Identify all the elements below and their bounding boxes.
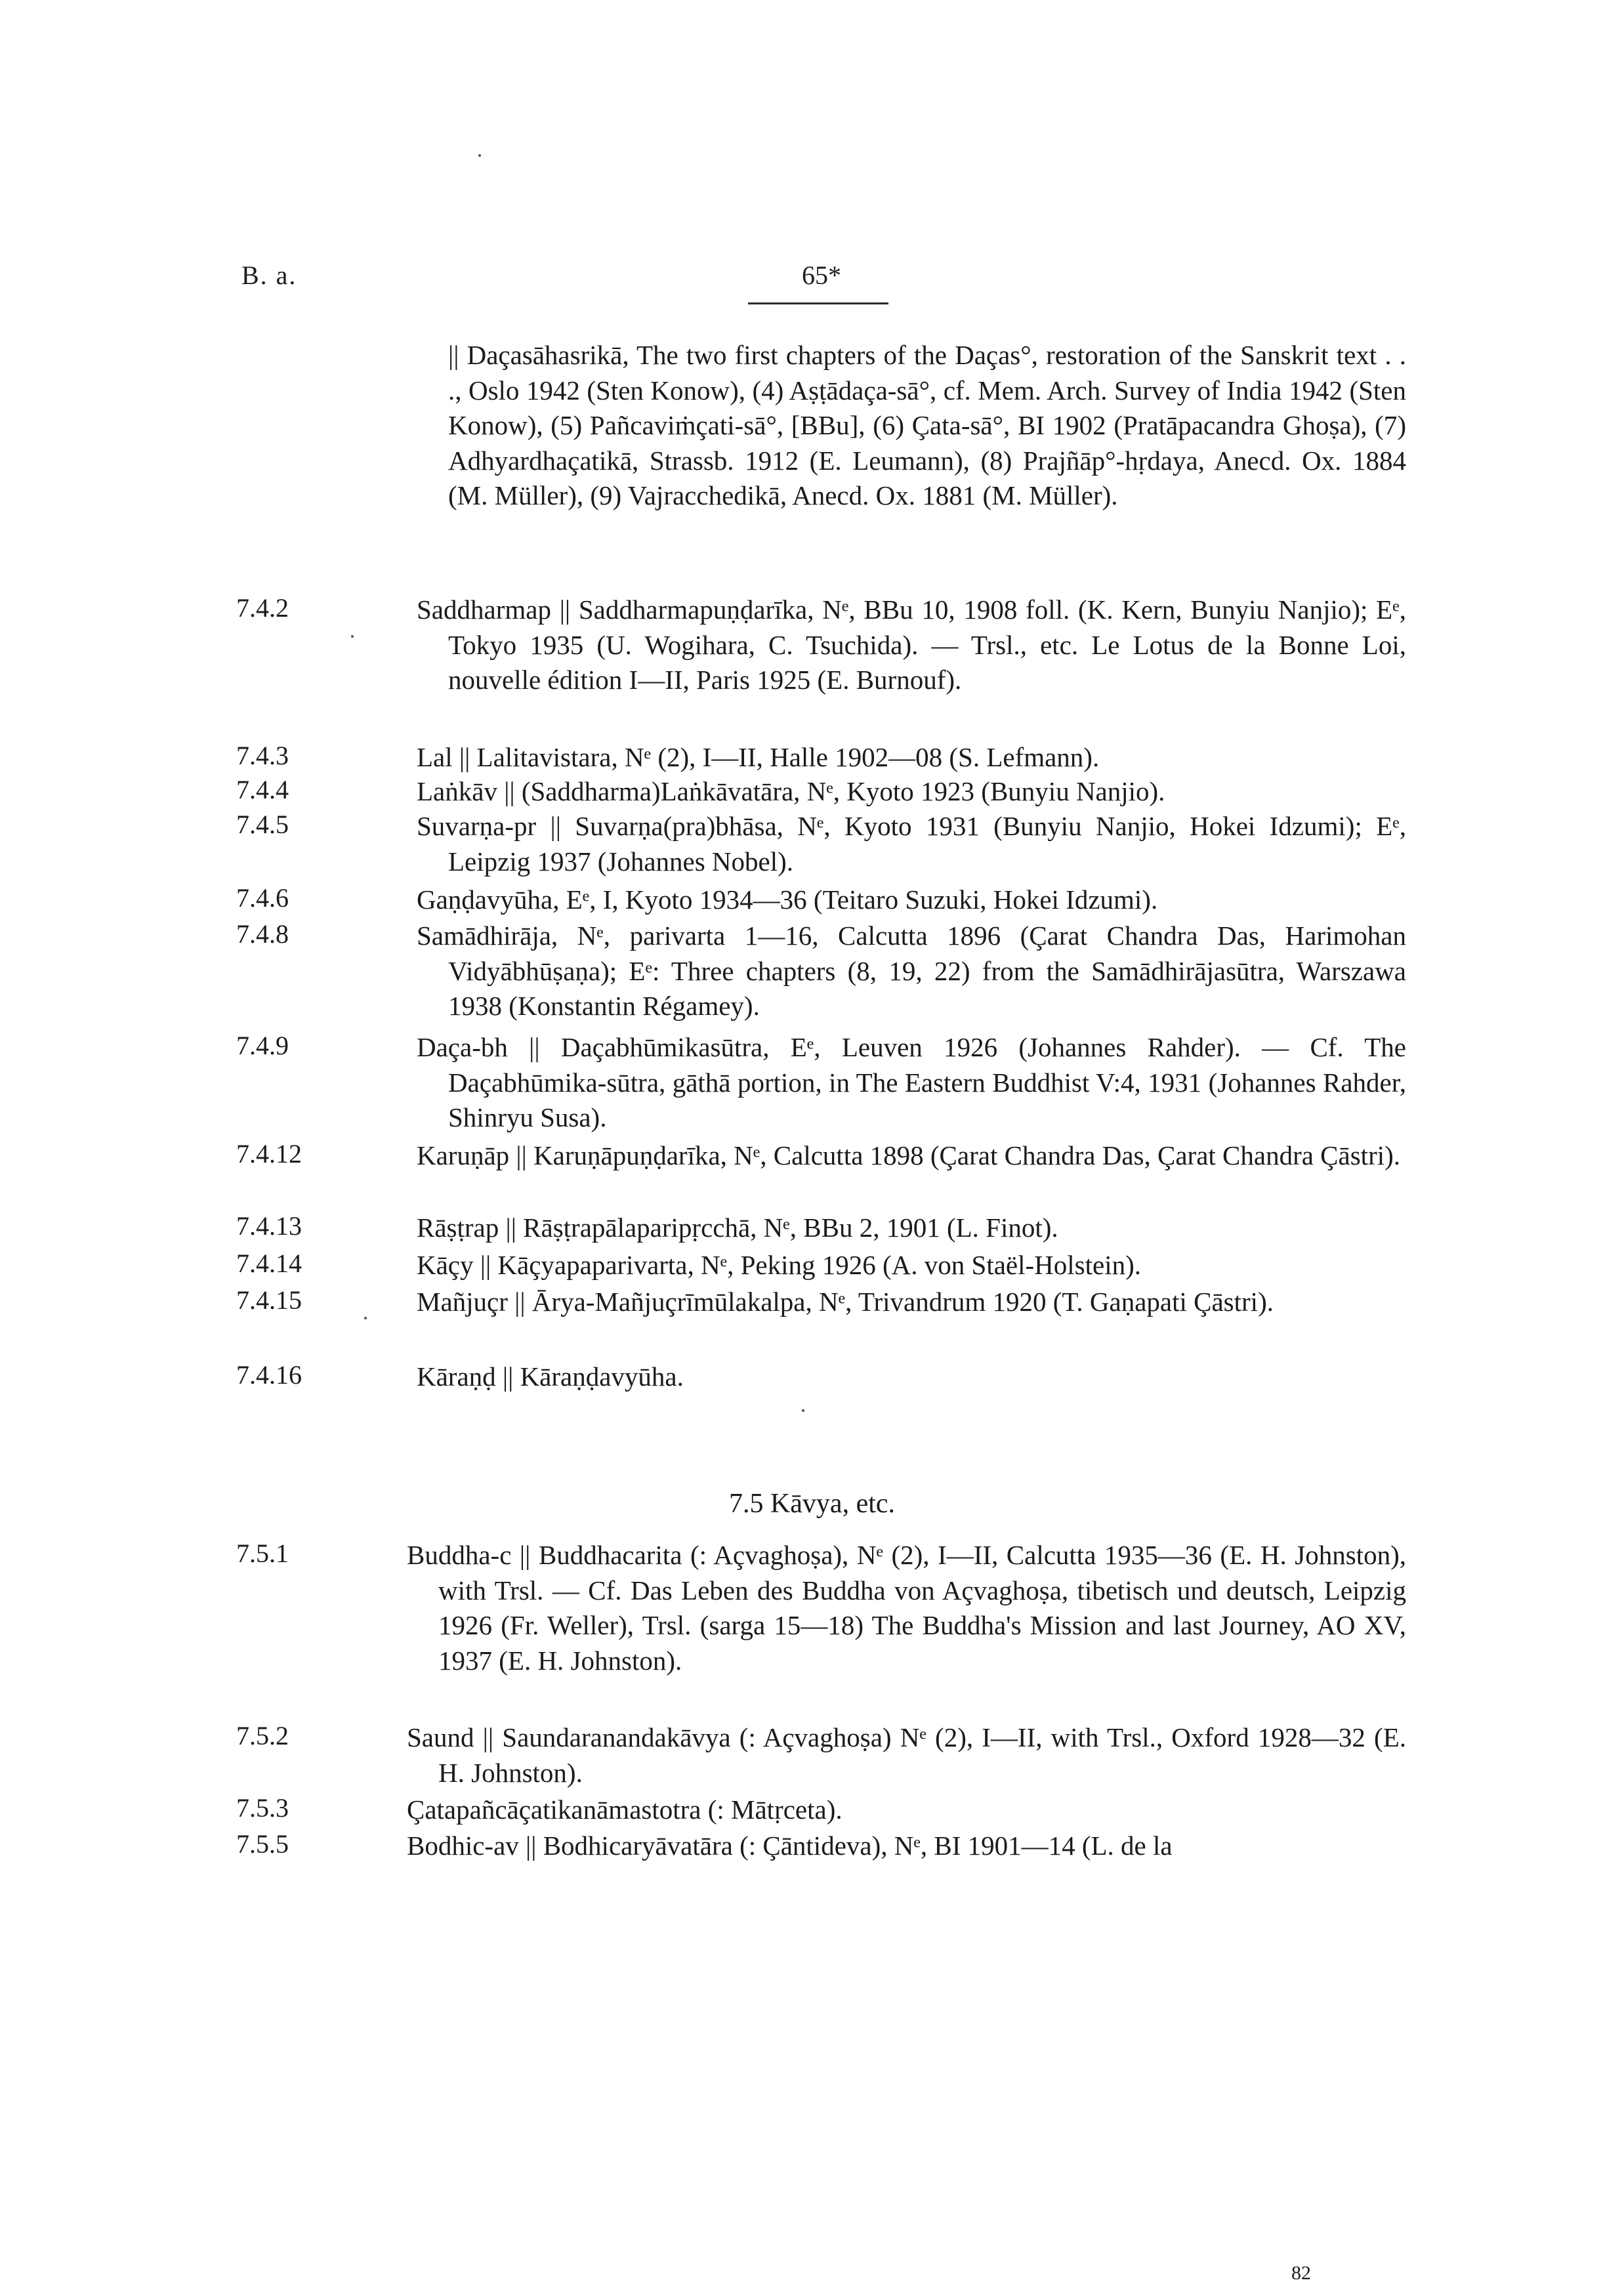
- entry-number: 7.4.6: [236, 883, 289, 913]
- scan-speck: [802, 1409, 804, 1412]
- entry-number: 7.4.15: [236, 1285, 302, 1315]
- entry-text: Buddha-c || Buddhacarita (: Açvaghoṣa), Nᵉ (2), I—II, Calcutta 1935—36 (E. H. Johnston), with Trsl. — Cf. Das Leben des Buddha von Açvaghoṣa, tibetisch und deutsch, Leipzig 1926 (Fr. Weller), Trsl. (sarga 15—18) The Buddha's Mission and last Journey, AO XV, 1937 (E. H. Johnston).: [407, 1540, 1406, 1676]
- entry-text: Karuṇāp || Karuṇāpuṇḍarīka, Nᵉ, Calcutta 1898 (Çarat Chandra Das, Çarat Chandra Çāstri).: [417, 1140, 1401, 1170]
- entry-number: 7.4.4: [236, 775, 289, 804]
- entry-text: Samādhirāja, Nᵉ, parivarta 1—16, Calcutta 1896 (Çarat Chandra Das, Harimohan Vidyābhūṣaṇa); Eᵉ: Three chapters (8, 19, 22) from the Samādhirājasūtra, Warszawa 1938 (Konstantin Régamey).: [417, 920, 1406, 1021]
- entry-number: 7.4.3: [236, 741, 289, 770]
- section-heading: 7.5 Kāvya, etc.: [728, 1489, 896, 1519]
- scan-speck: [364, 1317, 367, 1319]
- entry-text: Laṅkāv || (Saddharma)Laṅkāvatāra, Nᵉ, Kyoto 1923 (Bunyiu Nanjio).: [417, 776, 1165, 806]
- entry-text: Mañjuçr || Ārya-Mañjuçrīmūlakalpa, Nᵉ, Trivandrum 1920 (T. Gaṇapati Çāstri).: [417, 1287, 1274, 1317]
- header-rule: [748, 302, 888, 304]
- entry-number: 7.4.9: [236, 1031, 289, 1060]
- continuation-paragraph: || Daçasāhasrikā, The two first chapters of the Daças°, restoration of the Sanskrit text . . ., Oslo 1942 (Sten Konow), (4) Aṣṭādaça-sā°, cf. Mem. Arch. Survey of India 1942 (Sten Konow), (5) Pañcaviṁçati-sā°, [BBu], (6) Çata-sā°, BI 1902 (Pratāpacandra Ghoṣa), (7) Adhyardhaçatikā, Strassb. 1912 (E. Leumann), (8) Prajñāp°-hṛdaya, Anecd. Ox. 1884 (M. Müller), (9) Vajracchedikā, Anecd. Ox. 1881 (M. Müller).: [448, 340, 1406, 510]
- entry-text: Suvarṇa-pr || Suvarṇa(pra)bhāsa, Nᵉ, Kyoto 1931 (Bunyiu Nanjio, Hokei Idzumi); Eᵉ, Leipzig 1937 (Johannes Nobel).: [417, 811, 1406, 877]
- entry-text: Saddharmap || Saddharmapuṇḍarīka, Nᵉ, BBu 10, 1908 foll. (K. Kern, Bunyiu Nanjio); Eᵉ, Tokyo 1935 (U. Wogihara, C. Tsuchida). — Trsl., etc. Le Lotus de la Bonne Loi, nouvelle édition I—II, Paris 1925 (E. Burnouf).: [417, 594, 1406, 695]
- entry-text: Rāṣṭrap || Rāṣṭrapālaparipṛcchā, Nᵉ, BBu 2, 1901 (L. Finot).: [417, 1212, 1058, 1243]
- running-header-left: B. a.: [241, 260, 297, 290]
- entry-number: 7.4.2: [236, 593, 289, 623]
- entry-number: 7.4.16: [236, 1360, 302, 1390]
- entry-number: 7.4.14: [236, 1249, 302, 1278]
- entry-number: 7.5.3: [236, 1793, 289, 1823]
- scan-speck: [478, 154, 481, 157]
- scan-speck: [351, 635, 354, 638]
- entry-text: Kāraṇḍ || Kāraṇḍavyūha.: [417, 1361, 684, 1392]
- entry-number: 7.4.8: [236, 919, 289, 949]
- entry-number: 7.5.2: [236, 1721, 289, 1750]
- entry-number: 7.4.13: [236, 1211, 302, 1241]
- entry-number: 7.4.12: [236, 1139, 302, 1168]
- folio-number: 82: [1291, 2262, 1311, 2284]
- entry-number: 7.5.1: [236, 1539, 289, 1568]
- entry-text: Bodhic-av || Bodhicaryāvatāra (: Çāntideva), Nᵉ, BI 1901—14 (L. de la: [407, 1830, 1173, 1861]
- entry-number: 7.5.5: [236, 1829, 289, 1859]
- entry-text: Daça-bh || Daçabhūmikasūtra, Eᵉ, Leuven 1926 (Johannes Rahder). — Cf. The Daçabhūmika-sūtra, gāthā portion, in The Eastern Buddhist V:4, 1931 (Johannes Rahder, Shinryu Susa).: [417, 1032, 1406, 1132]
- entry-text: Kāçy || Kāçyapaparivarta, Nᵉ, Peking 1926 (A. von Staël-Holstein).: [417, 1250, 1141, 1280]
- entry-text: Lal || Lalitavistara, Nᵉ (2), I—II, Halle 1902—08 (S. Lefmann).: [417, 742, 1100, 772]
- entry-number: 7.4.5: [236, 810, 289, 839]
- entry-text: Çatapañcāçatikanāmastotra (: Mātṛceta).: [407, 1794, 843, 1825]
- page-number: 65*: [802, 260, 841, 290]
- entry-text: Saund || Saundaranandakāvya (: Açvaghoṣa) Nᵉ (2), I—II, with Trsl., Oxford 1928—32 (E. H. Johnston).: [407, 1722, 1406, 1788]
- entry-text: Gaṇḍavyūha, Eᵉ, I, Kyoto 1934—36 (Teitaro Suzuki, Hokei Idzumi).: [417, 884, 1158, 915]
